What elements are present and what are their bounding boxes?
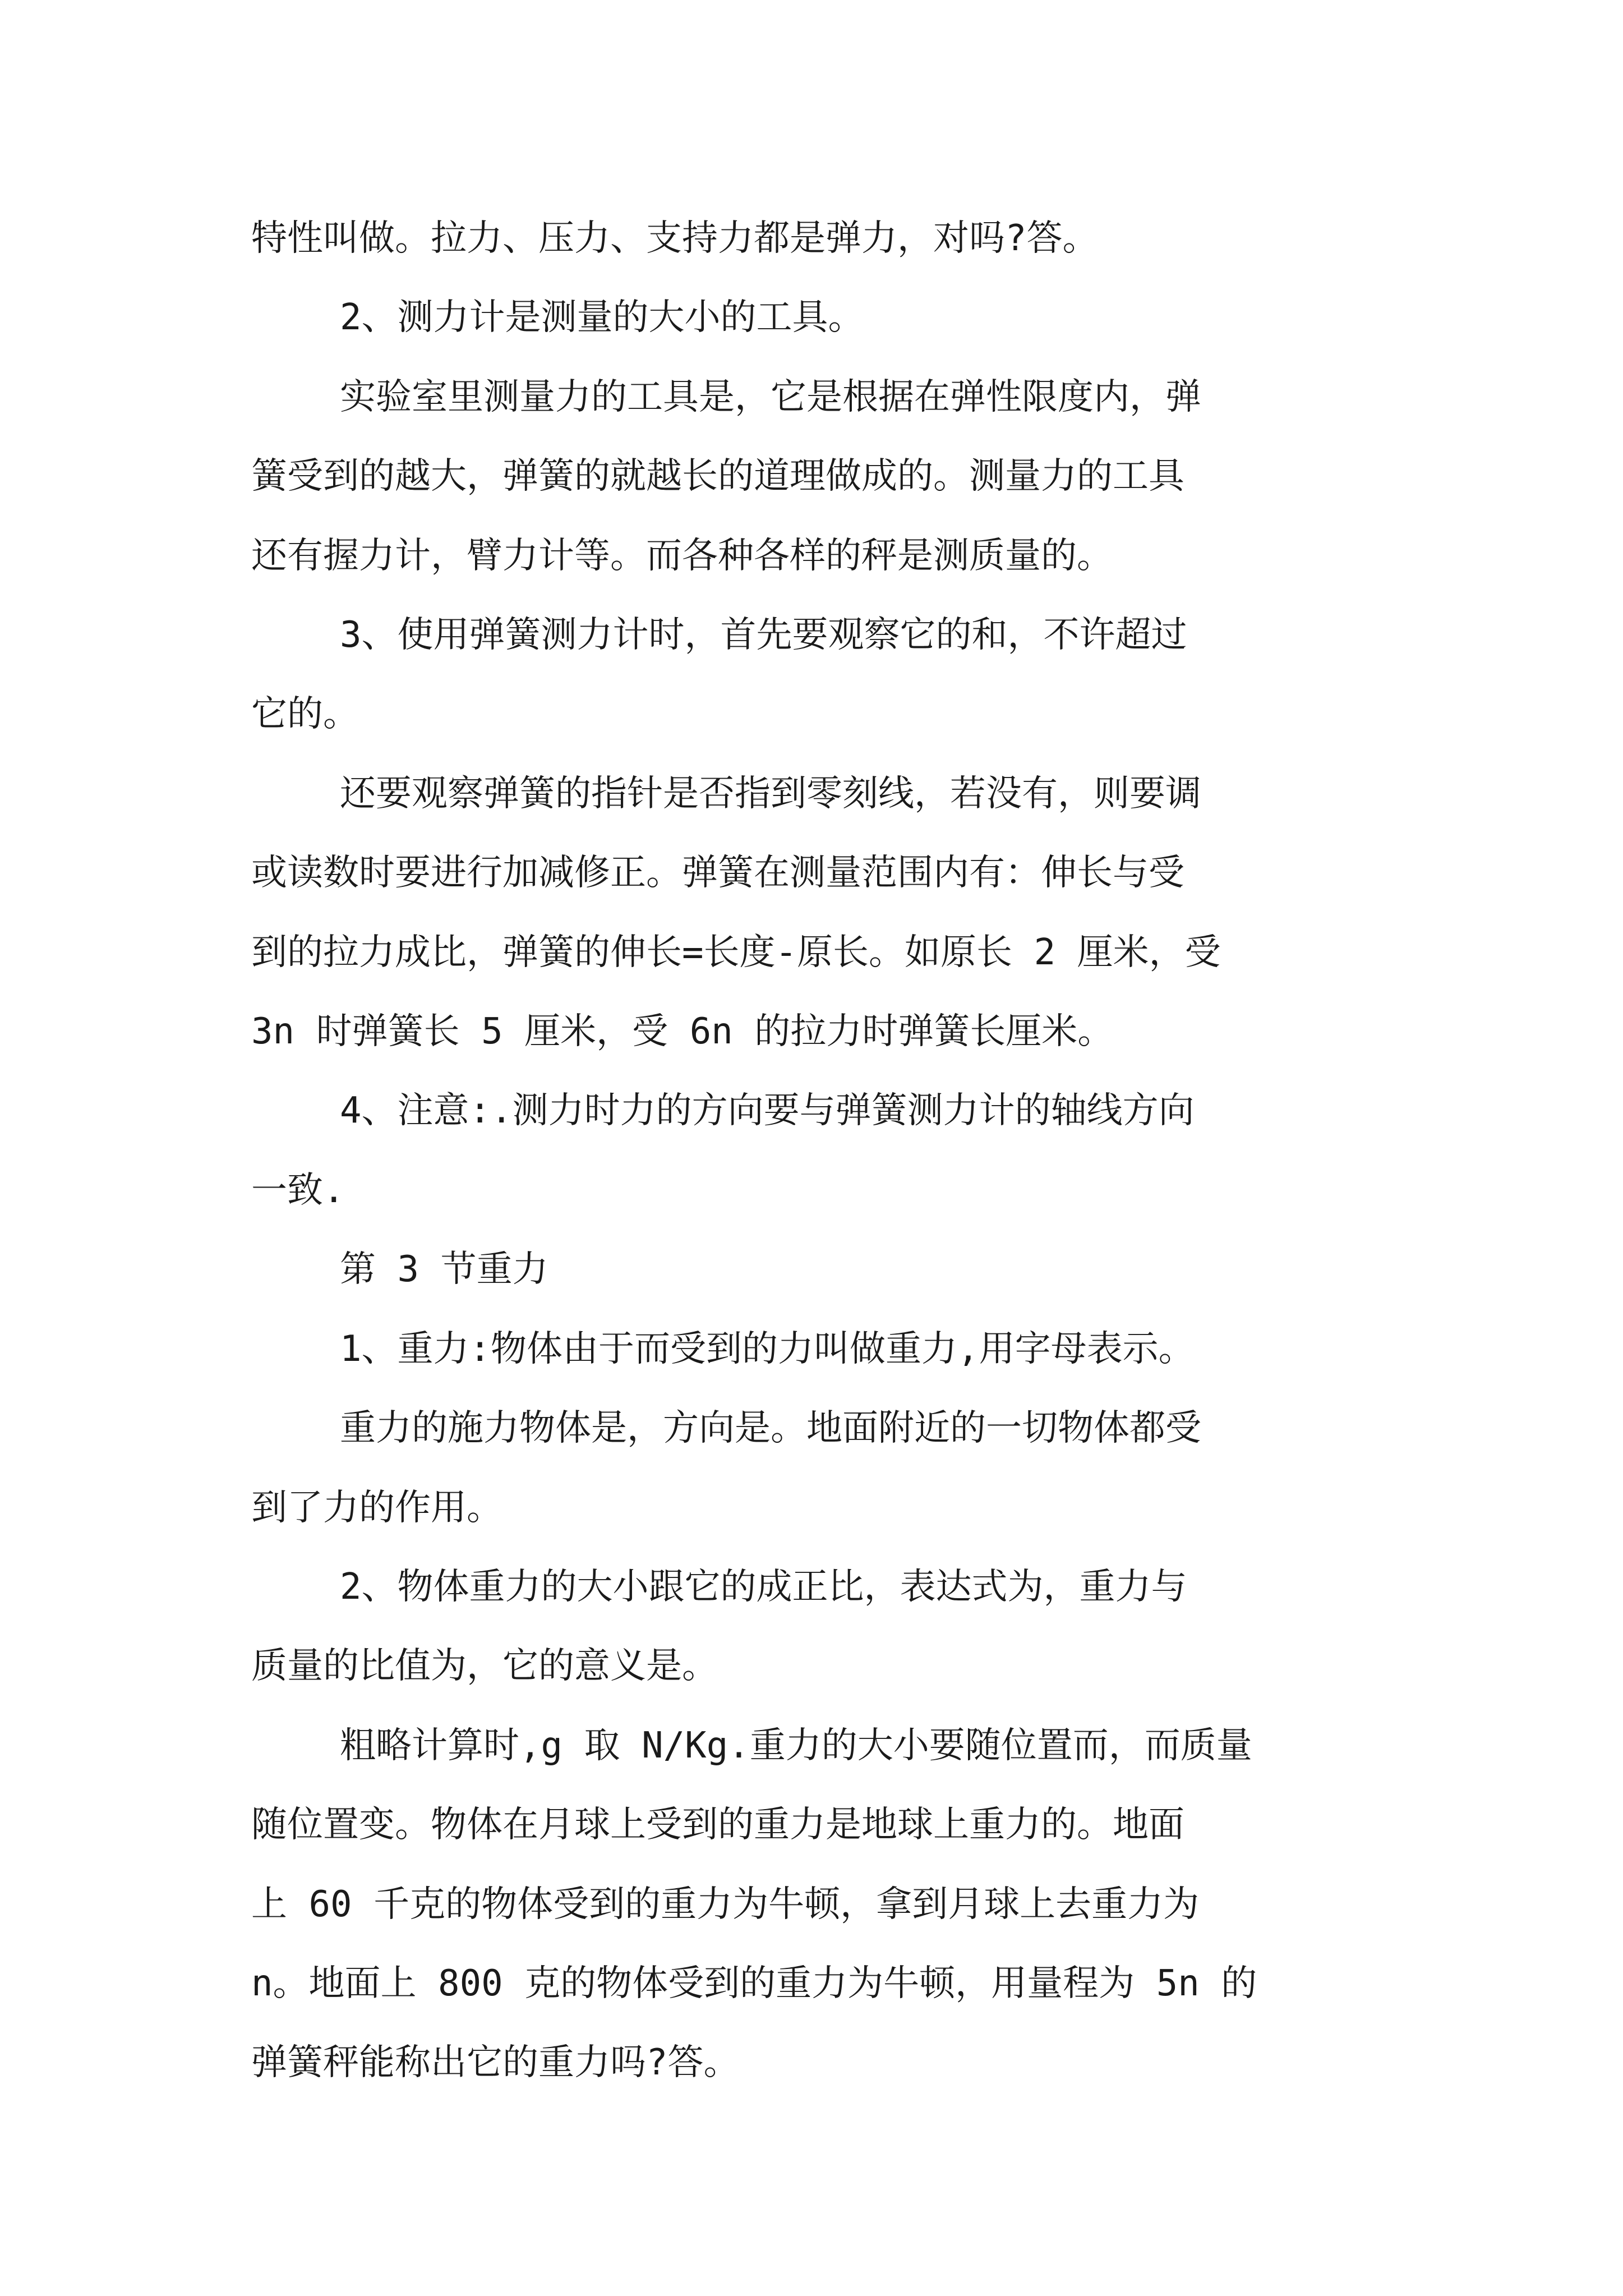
paragraph bbox=[251, 1071, 1381, 1230]
text-line: 重力的施力物体是，方向是。地面附近的一切物体都受 bbox=[340, 1407, 1201, 1450]
text-line: 第 3 节重力 bbox=[340, 1249, 548, 1291]
paragraph bbox=[251, 1389, 1381, 1548]
text-line: 上 60 千克的物体受到的重力为牛顿，拿到月球上去重力为 bbox=[251, 1883, 1200, 1925]
text-line: 4、注意:.测力时力的方向要与弹簧测力计的轴线方向 bbox=[340, 1090, 1195, 1132]
paragraph bbox=[251, 1548, 1381, 1706]
text-line: 3、使用弹簧测力计时，首先要观察它的和，不许超过 bbox=[340, 614, 1187, 656]
paragraph bbox=[251, 596, 1381, 754]
text-line: 实验室里测量力的工具是，它是根据在弹性限度内，弹 bbox=[340, 376, 1201, 418]
text-line: 还要观察弹簧的指针是否指到零刻线，若没有，则要调 bbox=[340, 772, 1201, 815]
text-line: 簧受到的越大，弹簧的就越长的道理做成的。测量力的工具 bbox=[251, 455, 1184, 498]
text-line: 1、重力:物体由于而受到的力叫做重力,用字母表示。 bbox=[340, 1328, 1195, 1370]
text-line: 到的拉力成比，弹簧的伸长=长度-原长。如原长 2 厘米，受 bbox=[251, 931, 1221, 973]
paragraph bbox=[251, 278, 1381, 357]
paragraph bbox=[251, 1230, 1381, 1309]
text-line: 它的。 bbox=[251, 693, 359, 735]
paragraph bbox=[251, 1706, 1381, 2103]
text-line: 质量的比值为，它的意义是。 bbox=[251, 1645, 718, 1687]
text-line: 弹簧秤能称出它的重力吗?答。 bbox=[251, 2042, 740, 2084]
text-line: 2、测力计是测量的大小的工具。 bbox=[340, 297, 864, 339]
text-line: 或读数时要进行加减修正。弹簧在测量范围内有：伸长与受 bbox=[251, 852, 1184, 894]
paragraph bbox=[251, 754, 1381, 1072]
paragraph bbox=[251, 1310, 1381, 1389]
text-line: 2、物体重力的大小跟它的成正比，表达式为，重力与 bbox=[340, 1566, 1187, 1608]
paragraph bbox=[251, 358, 1381, 596]
text-line: 一致. bbox=[251, 1169, 345, 1211]
text-line: 随位置变。物体在月球上受到的重力是地球上重力的。地面 bbox=[251, 1804, 1184, 1846]
document-body bbox=[251, 199, 1381, 2103]
text-line: 特性叫做。拉力、压力、支持力都是弹力，对吗?答。 bbox=[251, 218, 1099, 259]
text-line: 到了力的作用。 bbox=[251, 1487, 502, 1529]
text-line: n。地面上 800 克的物体受到的重力为牛顿，用量程为 5n 的 bbox=[251, 1962, 1257, 2004]
text-line: 粗略计算时,g 取 N/Kg.重力的大小要随位置而，而质量 bbox=[340, 1724, 1252, 1766]
paragraph bbox=[251, 199, 1381, 278]
text-line: 还有握力计，臂力计等。而各种各样的秤是测质量的。 bbox=[251, 535, 1113, 577]
text-line: 3n 时弹簧长 5 厘米，受 6n 的拉力时弹簧长厘米。 bbox=[251, 1011, 1114, 1053]
